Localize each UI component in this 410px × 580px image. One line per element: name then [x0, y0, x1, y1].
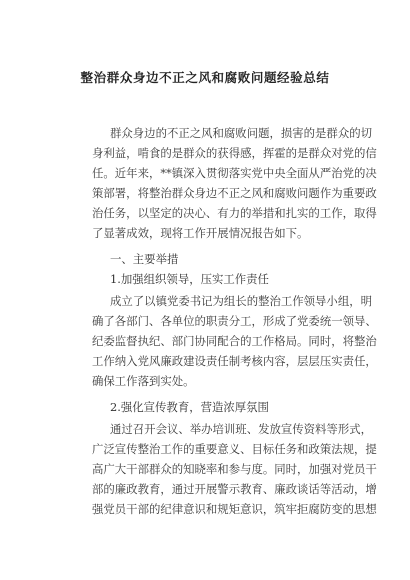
paragraph-line: 部的廉政教育，通过开展警示教育、廉政谈话等活动，增: [92, 482, 377, 496]
paragraph-line: 治任务，以坚定的决心、有力的举措和扎实的工作，取得: [92, 206, 377, 220]
subsection-heading: 2.强化宣传教育，营造浓厚氛围: [110, 400, 269, 414]
paragraph-line: 身利益，啃食的是群众的获得感，挥霍的是群众对党的信: [92, 146, 377, 160]
paragraph-line: 工作纳入党风廉政建设责任制考核内容，层层压实责任，: [92, 354, 377, 368]
document-title: 整治群众身边不正之风和腐败问题经验总结: [80, 70, 330, 85]
paragraph-line: 策部署，将整治群众身边不正之风和腐败问题作为重要政: [92, 186, 377, 200]
paragraph-line: 强党员干部的纪律意识和规矩意识，筑牢拒腐防变的思想: [92, 502, 377, 516]
paragraph-line: 确了各部门、各单位的职责分工，形成了党委统一领导、: [92, 314, 377, 328]
paragraph-line: 确保工作落到实处。: [92, 374, 195, 388]
section-heading: 一、主要举措: [110, 252, 179, 266]
paragraph-line: 成立了以镇党委书记为组长的整治工作领导小组，明: [110, 294, 372, 308]
paragraph-line: 任。近年来，**镇深入贯彻落实党中央全面从严治党的决: [92, 166, 377, 180]
paragraph-line: 通过召开会议、举办培训班、发放宣传资料等形式，: [110, 422, 372, 436]
subsection-heading: 1.加强组织领导，压实工作责任: [110, 272, 269, 286]
paragraph-line: 了显著成效，现将工作开展情况报告如下。: [92, 226, 309, 240]
paragraph-line: 群众身边的不正之风和腐败问题，损害的是群众的切: [110, 126, 372, 140]
paragraph-line: 纪委监督执纪、部门协同配合的工作格局。同时，将整治: [92, 334, 377, 348]
paragraph-line: 高广大干部群众的知晓率和参与度。同时，加强对党员干: [92, 462, 377, 476]
paragraph-line: 广泛宣传整治工作的重要意义、目标任务和政策法规，提: [92, 442, 377, 456]
